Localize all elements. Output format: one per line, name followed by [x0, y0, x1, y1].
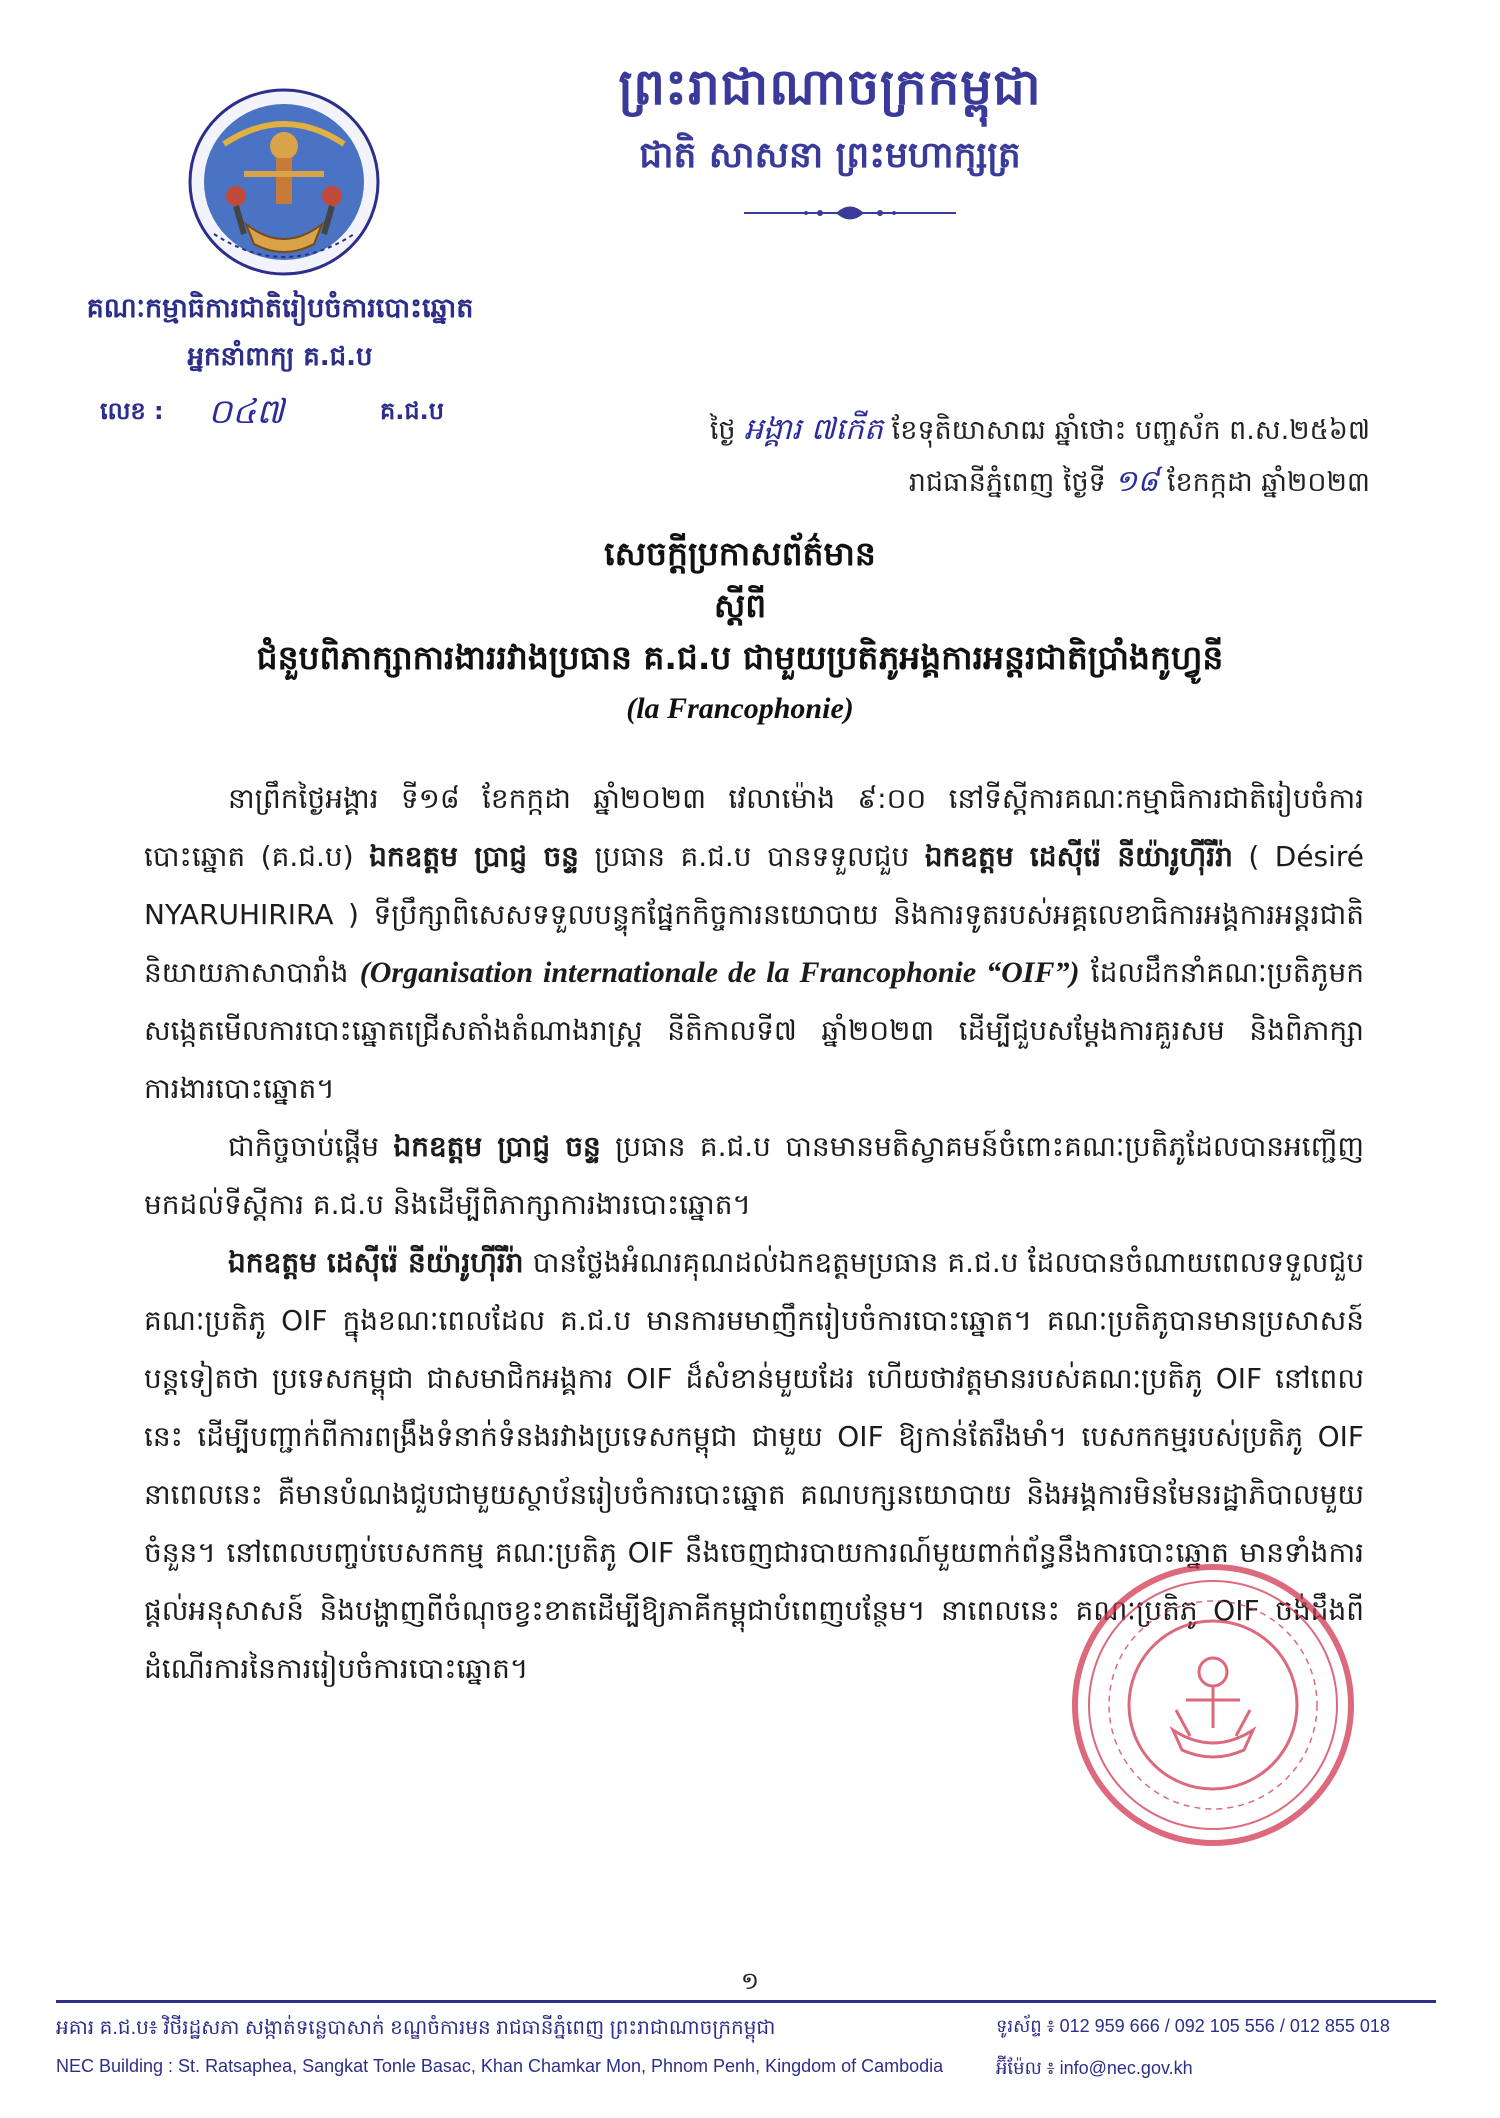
p1-text-a: នាព្រឹកថ្ងៃអង្គារ ទី១៨ ខែកក្កដា ឆ្នាំ២០២៣ វេលាម៉ោង ៩:០០ នៅទីស្តីការគណៈកម្មាធិការជាតិរៀបចំការបោះឆ្នោត (គ.ជ.ប) [144, 782, 1364, 873]
document-subject: ជំនួបពិភាក្សាការងាររវាងប្រធាន គ.ជ.ប ជាមួយប្រតិភូអង្គការអន្តរជាតិប្រាំងកូហ្វូនី [256, 638, 1224, 677]
org-name: គណៈកម្មាធិការជាតិរៀបចំការបោះឆ្នោត [86, 293, 474, 324]
reference-number-row [100, 390, 500, 430]
ornament-divider-icon [740, 198, 960, 228]
solar-date-line [909, 462, 1370, 506]
footer-address-en: NEC Building : St. Ratsaphea, Sangkat Tonle Basac, Khan Chamkar Mon, Phnom Penh, Kingdom of Cambodia [56, 2056, 944, 2076]
document-title-about: ស្តីពី [713, 586, 767, 625]
p1-text-g: ដែលដឹកនាំគណៈប្រតិភូមកសង្កេតមើលការបោះឆ្នោតជ្រើសតាំងតំណាងរាស្ត្រ នីតិកាលទី៧ ឆ្នាំ២០២៣ ដើម្បីជួបសម្តែងការគួរសម និងពិភាក្សាការងារបោះឆ្នោត។ [144, 956, 1365, 1105]
footer-phone: ទូរស័ព្ទ ៖ 012 959 666 / 092 105 556 / 012 855 018 [996, 2016, 1390, 2036]
solar-date-rest: ខែកក្កដា ឆ្នាំ២០២៣ [1166, 467, 1370, 498]
ref-label: លេខ : [100, 397, 164, 425]
national-motto: ជាតិ សាសនា ព្រះមហាក្សត្រ [639, 135, 1021, 176]
footer-address-kh: អគារ គ.ជ.ប៖ វិថីរដ្ឋសភា សង្កាត់ទន្លេបាសាក់ ខណ្ឌចំការមន រាជធានីភ្នំពេញ ព្រះរាជាណាចក្រកម្ពុជា [56, 2017, 776, 2039]
official-seal-stamp [1068, 1560, 1358, 1850]
footer-divider [56, 2000, 1436, 2003]
footer-email: អ៊ីម៉ែល ៖ info@nec.gov.kh [996, 2058, 1193, 2078]
p1-name-guest: ឯកឧត្តម ដេស៊ីរ៉េ នីយ៉ារូហ៊ីរីរ៉ា [924, 840, 1233, 873]
ref-number: ០៤៧ [208, 392, 285, 432]
nec-emblem-logo [184, 84, 384, 280]
org-spokesperson: អ្នកនាំពាក្យ គ.ជ.ប [187, 342, 373, 372]
p1-name-president: ឯកឧត្តម ប្រាជ្ញ ចន្ទ [369, 840, 579, 873]
lunar-date-rest: ខែទុតិយាសាឍ ឆ្នាំថោះ បញ្ចស័ក ព.ស.២៥៦៧ [891, 415, 1370, 446]
lunar-date-line [710, 410, 1370, 454]
document-body [144, 770, 1364, 1698]
document-title: សេចក្តីប្រកាសព័ត៌មាន [604, 534, 876, 573]
p3-text-b: បានថ្លែងអំណរគុណដល់ឯកឧត្តមប្រធាន គ.ជ.ប ដែលបានចំណាយពេលទទួលជួបគណៈប្រតិភូ OIF ក្នុងខណៈពេលដែល គ.ជ.ប មានការមមាញឹករៀបចំការបោះឆ្នោត។ គណៈប្រតិភូបានមានប្រសាសន៍បន្តទៀតថា ប្រទេសកម្ពុជា ជាសមាជិកអង្គការ OIF ដ៏សំខាន់មួយដែរ ហើយថាវត្តមានរបស់គណៈប្រតិភូ OIF នៅពេលនេះ ដើម្បីបញ្ជាក់ពីការពង្រឹងទំនាក់ទំនងរវាងប្រទេសកម្ពុជា ជាមួយ OIF ឱ្យកាន់តែរឹងមាំ។ បេសកកម្មរបស់ប្រតិភូ OIF នាពេលនេះ គឺមានបំណងជួបជាមួយស្ថាប័នរៀបចំការបោះឆ្នោត គណបក្សនយោបាយ និងអង្គការមិនមែនរដ្ឋាភិបាលមួយចំនួន។ នៅពេលបញ្ចប់បេសកកម្ម គណៈប្រតិភូ OIF នឹងចេញជារបាយការណ៍មួយពាក់ព័ន្ធនឹងការបោះឆ្នោត មានទាំងការផ្តល់អនុសាសន៍ និងបង្ហាញពីចំណុចខ្វះខាតដើម្បីឱ្យភាគីកម្ពុជាបំពេញបន្ថែម។ នាពេលនេះ គណៈប្រតិភូ OIF ចង់ដឹងពីដំណើរការនៃការរៀបចំការបោះឆ្នោត។ [144, 1246, 1364, 1685]
solar-date-handwritten: ១៨ [1114, 464, 1159, 499]
p3-name-guest: ឯកឧត្តម ដេស៊ីរ៉េ នីយ៉ារូហ៊ីរីរ៉ា [228, 1246, 524, 1279]
lunar-date-prefix: ថ្ងៃ [709, 415, 736, 446]
p2-text-c: ប្រធាន គ.ជ.ប បានមានមតិស្វាគមន៍ចំពោះគណៈប្រតិភូដែលបានអញ្ជើញមកដល់ទីស្តីការ គ.ជ.ប និងដើម្បីពិភាក្សាការងារបោះឆ្នោត។ [144, 1130, 1364, 1221]
document-subject-latin: (la Francophonie) [626, 692, 854, 725]
solar-date-prefix: រាជធានីភ្នំពេញ ថ្ងៃទី [908, 467, 1106, 498]
ref-suffix: គ.ជ.ប [380, 397, 444, 425]
paragraph-1 [144, 770, 1364, 1118]
p1-text-e: ( Désiré NYARUHIRIRA ) ទីប្រឹក្សាពិសេសទទួលបន្ទុកផ្នែកកិច្ចការនយោបាយ និងការទូតរបស់អគ្គលេខាធិការអង្គការអន្តរជាតិនិយាយភាសាបារាំង [144, 840, 1365, 989]
paragraph-2 [144, 1118, 1364, 1234]
p2-text-a: ជាកិច្ចចាប់ផ្តើម [228, 1130, 380, 1163]
kingdom-heading: ព្រះរាជាណាចក្រកម្ពុជា [618, 58, 1042, 116]
page-number: ១ [740, 1967, 760, 1995]
p1-org-latin: (Organisation internationale de la Francophonie “OIF”) [359, 956, 1080, 989]
p1-text-c: ប្រធាន គ.ជ.ប បានទទួលជួប [594, 840, 910, 873]
lunar-date-handwritten: អង្គារ ៧កើត [744, 412, 884, 447]
p2-name-president: ឯកឧត្តម ប្រាជ្ញ ចន្ទ [393, 1130, 601, 1163]
